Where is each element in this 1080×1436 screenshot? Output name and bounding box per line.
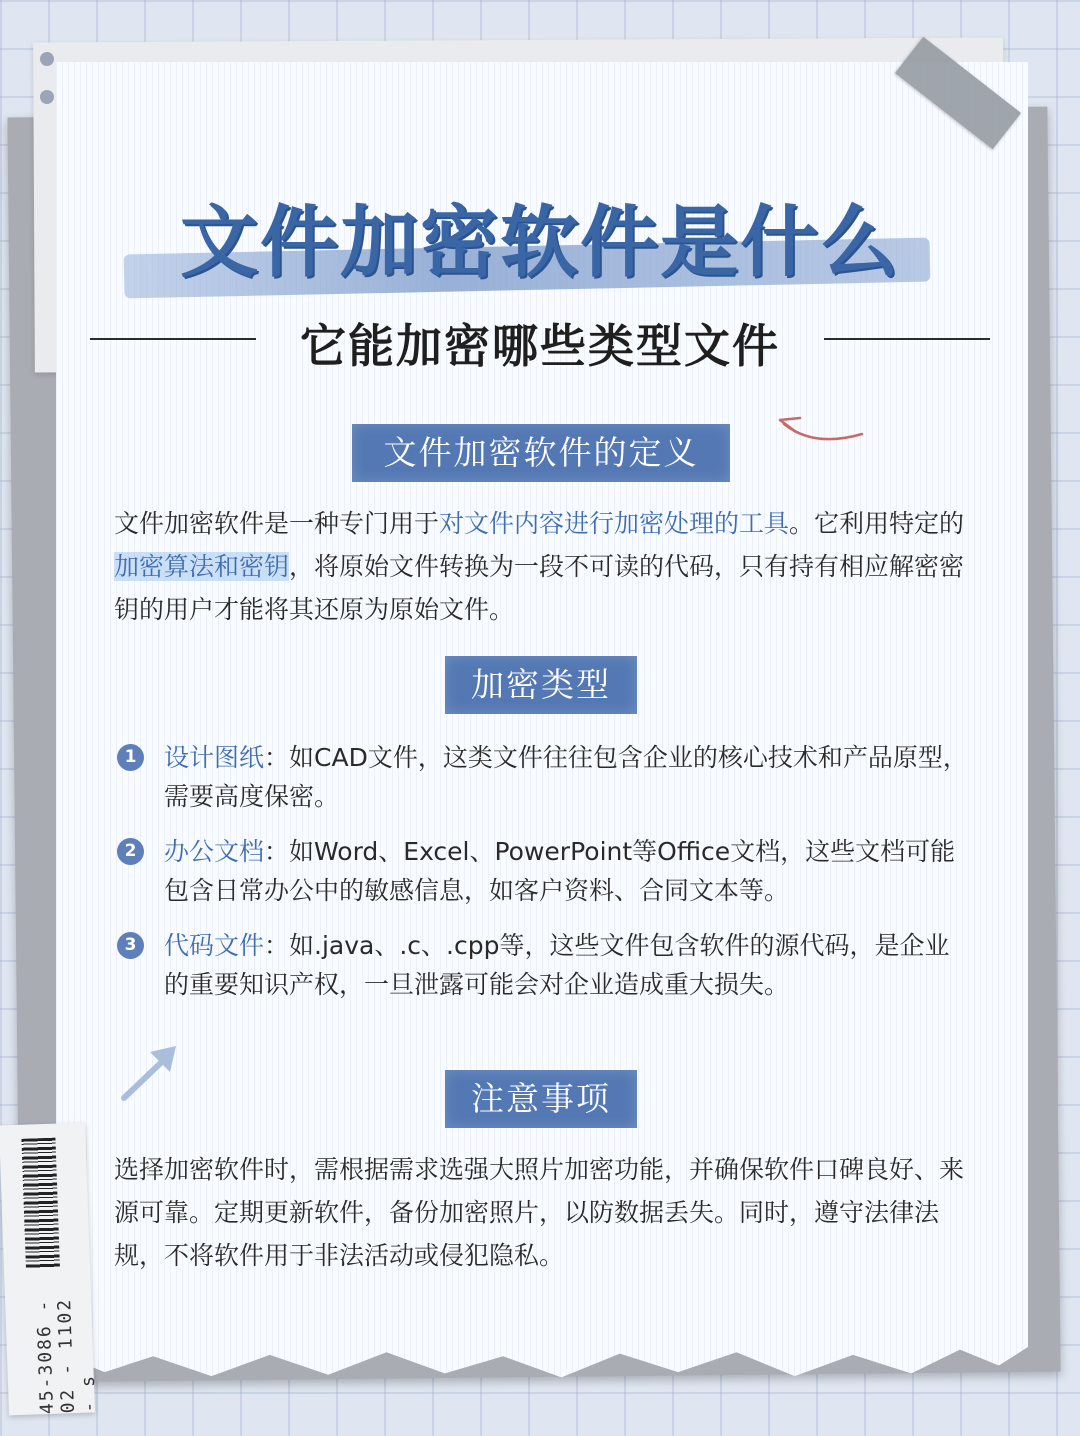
- list-item-text: [164, 926, 974, 1004]
- definition-highlight-2: 加密算法和密钥: [114, 552, 290, 581]
- subtitle-rule-right: [824, 338, 990, 340]
- page-title: 文件加密软件是什么: [179, 198, 900, 288]
- list-item-text: [164, 738, 974, 816]
- barcode: [21, 1138, 60, 1269]
- section-header-notice: 注意事项: [445, 1070, 637, 1128]
- definition-text-2: 。它利用特定的: [789, 509, 965, 538]
- definition-text-1: 文件加密软件是一种专门用于: [114, 509, 440, 538]
- notice-paragraph: 选择加密软件时，需根据需求选强大照片加密功能，并确保软件口碑良好、来源可靠。定期更新软件，备份加密照片，以防数据丢失。同时，遵守法律法规，不将软件用于非法活动或侵犯隐私。: [114, 1155, 965, 1270]
- section-header-definition: 文件加密软件的定义: [352, 424, 730, 482]
- list-item-label: 办公文档: [164, 837, 265, 866]
- list-item-desc: ：如CAD文件，这类文件往往包含企业的核心技术和产品原型，需要高度保密。: [164, 743, 968, 811]
- list-item-desc: ：如Word、Excel、PowerPoint等Office文档，这些文档可能包含日常办公中的敏感信息，如客户资料、合同文本等。: [164, 837, 956, 905]
- list-item-code: [114, 926, 974, 1004]
- list-item-label: 设计图纸: [164, 743, 265, 772]
- list-item-design: [114, 738, 974, 816]
- list-item-label: 代码文件: [164, 931, 265, 960]
- barcode-card: [0, 1123, 101, 1416]
- definition-text-3: ，将原始文件转换为一段不可读的代码，只有持有相应解密密钥的用户才能将其还原为原始文件。: [114, 552, 965, 624]
- definition-paragraph: [114, 502, 974, 631]
- list-item-office: [114, 832, 974, 910]
- binder-hole: [40, 52, 54, 66]
- definition-highlight-1: 对文件内容进行加密处理的工具: [439, 509, 790, 538]
- number-badge: 2: [117, 838, 144, 865]
- barcode-number: 45-3086 - 02 - 1102 - s: [33, 1297, 101, 1415]
- section-header-types: 加密类型: [445, 656, 637, 714]
- subtitle-row: [90, 308, 990, 373]
- decorative-arrow-icon: [116, 1040, 186, 1110]
- list-item-desc: ：如.java、.c、.cpp等，这些文件包含软件的源代码，是企业的重要知识产权，一旦泄露可能会对企业造成重大损失。: [164, 931, 950, 999]
- list-item-text: [164, 832, 974, 910]
- binder-hole: [40, 90, 54, 104]
- doodle-arrow-icon: [774, 410, 870, 450]
- number-badge: 3: [117, 932, 144, 959]
- number-badge: 1: [117, 744, 144, 771]
- page-subtitle: 它能加密哪些类型文件: [300, 319, 780, 373]
